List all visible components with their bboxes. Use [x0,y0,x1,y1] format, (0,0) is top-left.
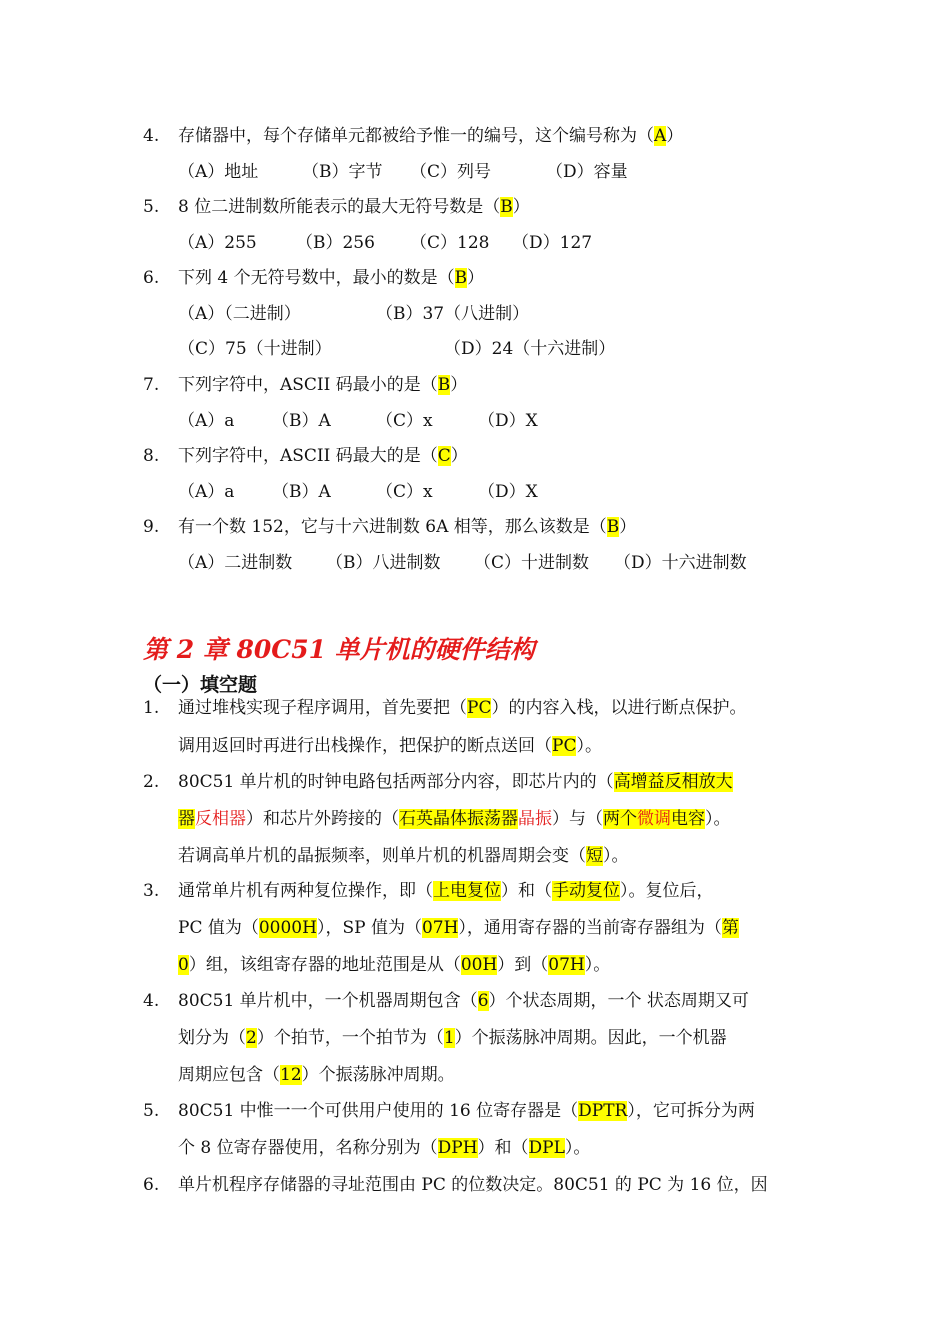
text: 若调高单片机的晶振频率，则单片机的机器周期会变（ [178,846,586,866]
answer-highlight: 两个 [603,809,637,829]
option-b: （B）八进制数 [326,553,441,573]
text: ）个振荡脉冲周期。 [301,1065,455,1085]
question-stem-end: ） [619,517,637,537]
question-number: 8. [143,446,160,466]
question-stem: 下列字符中，ASCII 码最大的是（ [178,446,438,466]
option-d: （D）127 [512,233,593,253]
option-a: （A）255 [178,233,257,253]
option-a: （A）（二进制） [178,304,301,324]
text: 80C51 中惟一一个可供用户使用的 16 位寄存器是（ [178,1101,579,1121]
option-d: （D）24（十六进制） [444,339,616,359]
option-a: （A）二进制数 [178,553,293,573]
section-title: （一）填空题 [143,674,258,696]
answer-highlight: 6 [477,991,489,1011]
option-c: （C）75（十进制） [178,339,332,359]
answer-highlight: 电容 [671,809,705,829]
question-number: 5. [143,197,160,217]
text: ），通用寄存器的当前寄存器组为（ [458,918,722,938]
question-number: 7. [143,375,160,395]
question-stem: 有一个数 152，它与十六进制数 6A 相等，那么该数是（ [178,517,607,537]
correction-text: 反相器 [195,809,246,829]
option-c: （C）十进制数 [474,553,590,573]
answer-highlight: 高增益反相放大 [613,772,733,792]
question-stem-end: ） [666,126,684,146]
question-number: 1. [143,698,160,718]
answer-highlight: 07H [421,918,459,938]
question-stem: 下列字符中，ASCII 码最小的是（ [178,375,438,395]
answer-highlight: B [454,268,468,288]
question-number: 9. [143,517,160,537]
text: ）。 [705,809,731,829]
answer-highlight: 短 [586,846,603,866]
question-stem-end: ） [467,268,485,288]
answer-highlight: DPH [437,1138,478,1158]
answer-highlight: 0000H [258,918,317,938]
option-a: （A）a [178,482,235,502]
answer-highlight: B [606,517,620,537]
correction-text: 微调 [637,809,671,829]
text: ）。复位后， [620,881,714,901]
option-d: （D）容量 [546,162,628,182]
answer-highlight: 12 [280,1065,302,1085]
answer-highlight: 00H [460,955,498,975]
option-b: （B）字节 [302,162,383,182]
question-stem: 存储器中，每个存储单元都被给予惟一的编号，这个编号称为（ [178,126,654,146]
question-number: 2. [143,772,160,792]
question-stem: 下列 4 个无符号数中，最小的数是（ [178,268,455,288]
text: ）组，该组寄存器的地址范围是从（ [188,955,461,975]
question-number: 3. [143,881,160,901]
text: ），它可拆分为两 [627,1101,755,1121]
text: 通常单片机有两种复位操作，即（ [178,881,433,901]
text: ）个状态周期，一个 状态周期又可 [488,991,749,1011]
answer-highlight: DPL [528,1138,565,1158]
option-b: （B）37（八进制） [376,304,530,324]
answer-highlight: 石英晶体振荡器 [399,809,518,829]
answer-highlight: 上电复位 [433,881,501,901]
text: ）。 [576,736,602,756]
text: ）和芯片外跨接的（ [246,809,399,829]
answer-highlight: 器 [178,809,195,829]
question-number: 4. [143,991,160,1011]
answer-highlight: A [654,126,667,146]
answer-highlight: B [500,197,513,217]
option-c: （C）x [376,411,433,431]
text: ）个拍节，一个拍节为（ [256,1028,444,1048]
text: 单片机程序存储器的寻址范围由 PC 的位数决定。80C51 的 PC 为 16 位，因 [178,1175,768,1195]
text: 个 8 位寄存器使用，名称分别为（ [178,1138,438,1158]
option-a: （A）a [178,411,235,431]
option-c: （C）x [376,482,433,502]
option-b: （B）A [272,411,331,431]
option-b: （B）A [272,482,331,502]
option-a: （A）地址 [178,162,259,182]
answer-highlight: 手动复位 [552,881,620,901]
answer-highlight: PC [552,736,577,756]
answer-highlight: 1 [443,1028,455,1048]
text: ）到（ [497,955,549,975]
question-number: 5. [143,1101,160,1121]
text: PC 值为（ [178,918,259,938]
answer-highlight: 第 [721,918,739,938]
chapter-title: 第 2 章 80C51 单片机的硬件结构 [143,635,535,664]
answer-highlight: 0 [178,955,189,975]
question-stem-end: ） [450,375,468,395]
answer-highlight: 07H [548,955,585,975]
answer-highlight: C [437,446,451,466]
answer-highlight: DPTR [578,1101,628,1121]
text: 通过堆栈实现子程序调用，首先要把（ [178,698,467,718]
question-number: 6. [143,1175,160,1195]
answer-highlight: PC [467,698,492,718]
question-stem: 8 位二进制数所能表示的最大无符号数是（ [178,197,501,217]
question-stem-end: ） [450,446,468,466]
text: 80C51 单片机中，一个机器周期包含（ [178,991,478,1011]
question-number: 6. [143,268,160,288]
text: ）个振荡脉冲周期。因此，一个机器 [454,1028,727,1048]
text: ）和（ [477,1138,529,1158]
text: ）。 [584,955,611,975]
text: 80C51 单片机的时钟电路包括两部分内容，即芯片内的（ [178,772,614,792]
text: ）与（ [552,809,603,829]
option-d: （D）X [478,482,538,502]
option-c: （C）列号 [410,162,492,182]
text: ）和（ [501,881,552,901]
text: 调用返回时再进行出栈操作，把保护的断点送回（ [178,736,552,756]
text: ）的内容入栈，以进行断点保护。 [491,698,747,718]
question-number: 4. [143,126,160,146]
correction-text: 晶振 [518,809,552,829]
option-c: （C）128 [410,233,490,253]
text: ），SP 值为（ [316,918,422,938]
text: 周期应包含（ [178,1065,280,1085]
option-d: （D）X [478,411,538,431]
question-stem-end: ） [512,197,530,217]
text: ）。 [603,846,629,866]
option-d: （D）十六进制数 [614,553,747,573]
answer-highlight: 2 [246,1028,257,1048]
option-b: （B）256 [296,233,375,253]
answer-highlight: B [437,375,451,395]
text: 划分为（ [178,1028,246,1048]
text: ）。 [564,1138,591,1158]
